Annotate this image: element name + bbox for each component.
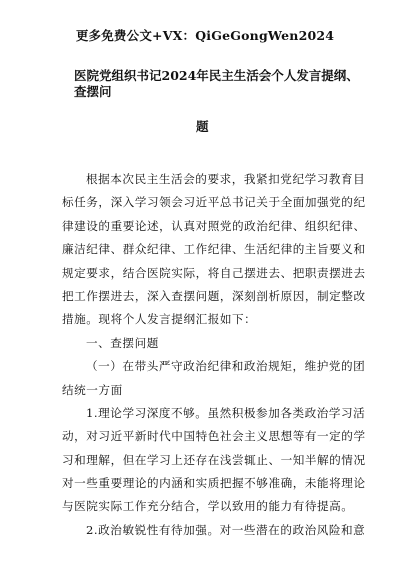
section-heading: 一、查摆问题: [86, 335, 159, 350]
paragraph-line: 动，对习近平新时代中国特色社会主义思想等有一定的学: [62, 429, 366, 444]
document-title-line-1: 医院党组织书记2024年民主生活会个人发言提纲、查摆问: [74, 68, 359, 99]
watermark-text: 更多免费公文+VX：QiGeGongWen2024: [75, 28, 335, 43]
paragraph-line: 对一些重要理论的内涵和实质把握不够准确，未能将理论: [62, 476, 366, 491]
paragraph-line: 习和理解，但在学习上还存在浅尝辄止、一知半解的情况: [62, 452, 366, 467]
paragraph-line: 把工作摆进去，深入查摆问题，深刻剖析原因，制定整改: [62, 288, 366, 303]
paragraph-line: 标任务，深入学习领会习近平总书记关于全面加强党的纪: [62, 195, 366, 210]
paragraph-line: 1.理论学习深度不够。虽然积极参加各类政治学习活: [86, 405, 366, 420]
document-body: [62, 168, 366, 542]
paragraph-line: 律建设的重要论述，认真对照党的政治纪律、组织纪律、: [62, 218, 366, 233]
paragraph-line: 规定要求，结合医院实际，将自己摆进去、把职责摆进去: [62, 265, 366, 280]
paragraph-line: 根据本次民主生活会的要求，我紧扣党纪学习教育目: [86, 172, 366, 186]
document-title-line-2: 题: [196, 119, 209, 134]
paragraph-line: 2.政治敏锐性有待加强。对一些潜在的政治风险和意: [86, 522, 366, 537]
paragraph-line: 措施。现将个人发言提纲汇报如下：: [62, 312, 257, 327]
subsection-heading-continued: 结统一方面: [62, 382, 123, 397]
paragraph-line: 廉洁纪律、群众纪律、工作纪律、生活纪律的主旨要义和: [62, 242, 366, 257]
paragraph-line: 与医院实际工作充分结合，学以致用的能力有待提高。: [62, 499, 354, 514]
subsection-heading: （一）在带头严守政治纪律和政治规矩，维护党的团: [86, 359, 366, 374]
